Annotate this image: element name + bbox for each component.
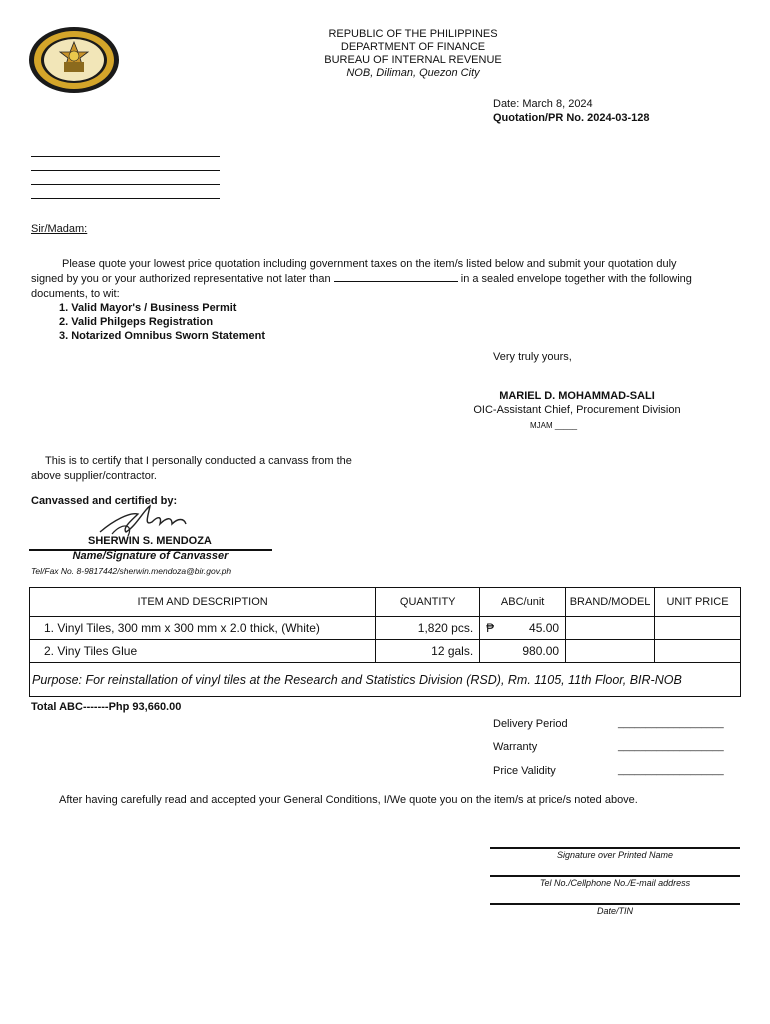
warranty-label: Warranty xyxy=(493,741,538,753)
item-quantity: 1,820 pcs. xyxy=(376,617,480,640)
purpose-row xyxy=(30,663,741,697)
valediction: Very truly yours, xyxy=(493,351,572,363)
header-republic: REPUBLIC OF THE PHILIPPINES xyxy=(328,28,498,40)
canvasser-contact: Tel/Fax No. 8-9817442/sherwin.mendoza@bir.gov.ph xyxy=(31,566,232,576)
price-validity-blank[interactable]: ___________________ xyxy=(618,765,724,776)
supplier-signature-line[interactable] xyxy=(490,847,740,849)
bir-seal-icon xyxy=(28,26,120,94)
certify-line-2: above supplier/contractor. xyxy=(31,470,157,482)
requirement-item: 2. Valid Philgeps Registration xyxy=(59,316,214,328)
signatory-title: OIC-Assistant Chief, Procurement Division xyxy=(473,404,681,416)
header-address: NOB, Diliman, Quezon City xyxy=(346,67,480,79)
item-abc xyxy=(480,617,566,640)
purpose-text: Purpose: For reinstallation of vinyl tiles at the Research and Statistics Division (RSD), Rm. 1105, 11th Floor, BIR-NOB xyxy=(30,663,741,697)
canvasser-name: SHERWIN S. MENDOZA xyxy=(88,535,212,547)
price-validity-label: Price Validity xyxy=(493,765,556,777)
canvasser-caption: Name/Signature of Canvasser xyxy=(72,550,229,562)
deadline-blank[interactable] xyxy=(334,272,458,282)
table-row xyxy=(30,617,741,640)
signature-caption: Signature over Printed Name xyxy=(556,850,674,860)
bir-seal xyxy=(28,26,120,94)
address-line-2[interactable] xyxy=(31,170,220,171)
canvassed-label: Canvassed and certified by: xyxy=(31,495,178,507)
item-brand-cell[interactable] xyxy=(566,617,655,640)
requirement-item: 1. Valid Mayor's / Business Permit xyxy=(59,302,237,314)
total-abc: Total ABC-------Php 93,660.00 xyxy=(31,701,182,713)
item-brand-cell[interactable] xyxy=(566,640,655,663)
body-paragraph-line-2 xyxy=(31,272,743,287)
address-line-3[interactable] xyxy=(31,184,220,185)
item-abc xyxy=(480,640,566,663)
warranty-blank[interactable]: ___________________ xyxy=(618,741,724,752)
item-unit-price-cell[interactable] xyxy=(655,617,741,640)
initials: MJAM _____ xyxy=(530,421,578,430)
address-line-4[interactable] xyxy=(31,198,220,199)
body-paragraph-line-3: documents, to wit: xyxy=(31,288,120,300)
supplier-contact-line[interactable] xyxy=(490,875,740,877)
item-description: 2. Viny Tiles Glue xyxy=(30,640,376,663)
supplier-date-tin-line[interactable] xyxy=(490,903,740,905)
item-quantity: 12 gals. xyxy=(376,640,480,663)
address-line-1[interactable] xyxy=(31,156,220,157)
signatory-name: MARIEL D. MOHAMMAD-SALI xyxy=(499,390,655,402)
header-bureau: BUREAU OF INTERNAL REVENUE xyxy=(324,54,502,66)
acceptance-statement: After having carefully read and accepted your General Conditions, I/We quote you on the item/s at price/s noted above. xyxy=(59,794,638,806)
item-description: 1. Vinyl Tiles, 300 mm x 300 mm x 2.0 thick, (White) xyxy=(30,617,376,640)
items-table xyxy=(29,587,741,697)
date-text: Date: March 8, 2024 xyxy=(493,98,593,110)
certify-line-1: This is to certify that I personally conducted a canvass from the xyxy=(45,455,352,467)
date-tin-caption: Date/TIN xyxy=(596,906,633,916)
header-unit-price: UNIT PRICE xyxy=(655,588,741,617)
body-paragraph-envelope-text: in a sealed envelope together with the following xyxy=(460,273,692,285)
header-quantity: QUANTITY xyxy=(376,588,480,617)
header-abc-unit: ABC/unit xyxy=(480,588,566,617)
table-row xyxy=(30,640,741,663)
salutation: Sir/Madam: xyxy=(31,223,88,235)
quotation-number: Quotation/PR No. 2024-03-128 xyxy=(493,112,650,124)
delivery-period-label: Delivery Period xyxy=(493,718,568,730)
item-abc-value: 980.00 xyxy=(522,644,560,658)
delivery-period-blank[interactable]: ___________________ xyxy=(618,718,724,729)
requirement-item: 3. Notarized Omnibus Sworn Statement xyxy=(59,330,265,342)
header-brand-model: BRAND/MODEL xyxy=(566,588,655,617)
header-item-description: ITEM AND DESCRIPTION xyxy=(30,588,376,617)
body-paragraph-deadline-text: signed by you or your authorized representative not later than xyxy=(31,273,331,285)
table-header-row xyxy=(30,588,741,617)
item-abc-value: 45.00 xyxy=(529,621,560,635)
peso-sign: ₱ xyxy=(486,621,495,635)
contact-caption: Tel No./Cellphone No./E-mail address xyxy=(539,878,691,888)
body-paragraph-line-1: Please quote your lowest price quotation including government taxes on the item/s listed below and submit your quotation duly xyxy=(62,258,677,270)
header-department: DEPARTMENT OF FINANCE xyxy=(340,41,486,53)
item-unit-price-cell[interactable] xyxy=(655,640,741,663)
